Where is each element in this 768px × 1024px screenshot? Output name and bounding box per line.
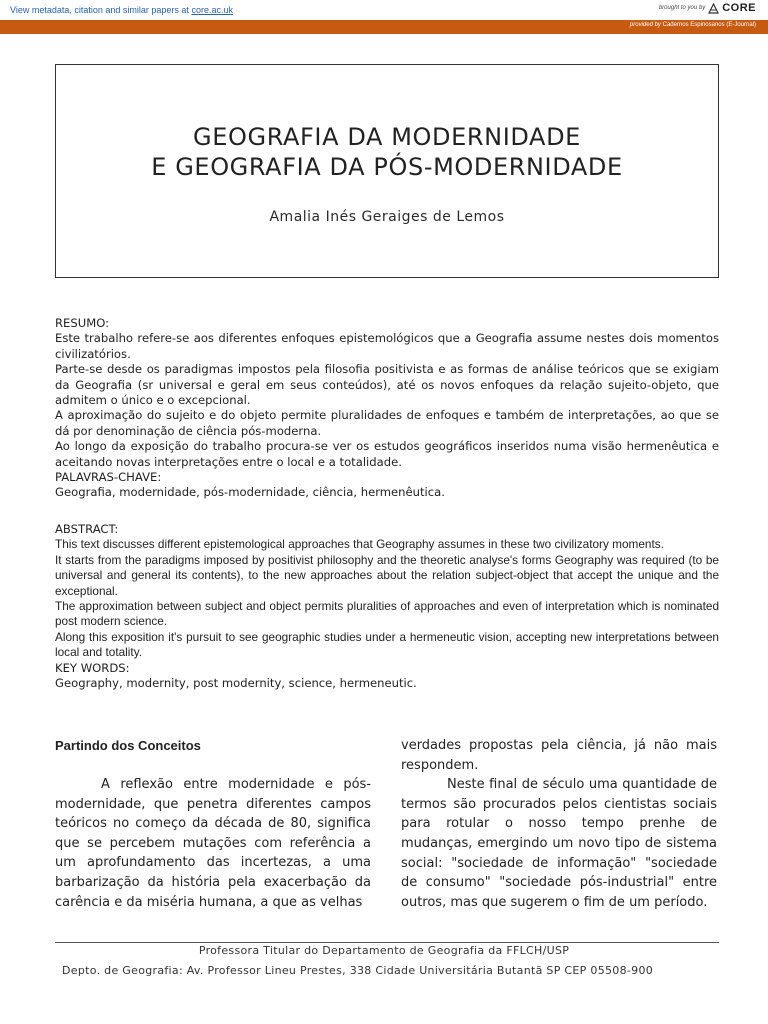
core-link-site[interactable]: core.ac.uk <box>191 5 233 15</box>
body-paragraph-continuation: verdades propostas pela ciência, já não mais respondem. <box>401 738 717 773</box>
abstract-heading: ABSTRACT: <box>55 522 119 536</box>
core-link-prefix: View metadata, citation and similar papers at <box>10 5 192 15</box>
section-heading: Partindo dos Conceitos <box>55 738 201 753</box>
provided-source[interactable]: Cadernos Espinosanos (E-Journal) <box>662 22 756 28</box>
body-paragraph: A reflexão entre modernidade e pós-modernidade, que penetra diferentes campos teóricos no começo da década de 80, significa que se percebem mutações com referência a um aprofundamento das incertezas, a uma barbarização da história pela exacerbação da carência e da miséria humana, a que as velhas <box>55 777 371 910</box>
palavras-chave-heading: PALAVRAS-CHAVE: <box>55 470 162 485</box>
footer-address: Depto. de Geografia: Av. Professor Lineu Prestes, 338 Cidade Universitária Butantã SP CEP 05508-900 <box>62 964 654 977</box>
core-provider-bar <box>0 20 768 34</box>
key-words-heading: KEY WORDS: <box>55 660 130 675</box>
provided-by-label: provided by <box>629 22 661 28</box>
core-header <box>0 0 768 21</box>
core-brought-by[interactable] <box>659 2 756 14</box>
abstract-paragraph: Along this exposition it's pursuit to see geographic studies under a hermeneutic vision, accepting new interpretations between local and totality. <box>55 629 719 660</box>
brought-by-label: brought to you by <box>658 5 706 11</box>
core-logo-text: CORE <box>722 2 756 14</box>
key-words: Geography, modernity, post modernity, science, hermeneutic. <box>55 676 417 691</box>
resumo-heading: RESUMO: <box>55 316 110 330</box>
abstract-paragraph: The approximation between subject and object permits pluralities of approaches and even of interpretation which is nominated post modern science. <box>55 599 719 629</box>
abstract-section <box>55 522 719 691</box>
body-column-left <box>55 736 371 912</box>
body-paragraph: Neste final de século uma quantidade de termos são procurados pelos cientistas sociais para rotular o nosso tempo prenhe de mudanças, emergindo um novo tipo de sistema social: "sociedade de informação" "sociedade de consumo" "sociedade pós-industrial" entre outros, mas que sugerem o fim de um período. <box>401 777 717 910</box>
resumo-paragraph: Este trabalho refere-se aos diferentes enfoques epistemológicos que a Geografia assume nestes dois momentos civilizatórios. <box>55 331 719 361</box>
footer-divider <box>55 942 719 943</box>
body-column-right <box>401 736 717 912</box>
footer-affiliation: Professora Titular do Departamento de Geografia da FFLCH/USP <box>198 944 570 957</box>
palavras-chave: Geografia, modernidade, pós-modernidade, ciência, hermenêutica. <box>55 485 445 500</box>
resumo-paragraph: Parte-se desde os paradigmas impostos pela filosofia positivista e as formas de análise teóricos que se exigiam da Geografia (sr universal e geral em seus conteúdos), até os novos enfoques da relação sujeito-objeto, que admitem o único e o excepcional. <box>55 362 719 408</box>
title-box <box>55 64 719 278</box>
abstract-paragraph: This text discusses different epistemological approaches that Geography assumes in these two civilizatory moments. <box>55 537 664 552</box>
title-line-1: GEOGRAFIA DA MODERNIDADE <box>193 123 581 151</box>
core-provided-by[interactable] <box>630 22 756 28</box>
resumo-section <box>55 316 719 501</box>
core-logo-icon <box>708 3 719 14</box>
core-metadata-link[interactable] <box>10 5 233 15</box>
abstract-paragraph: It starts from the paradigms imposed by positivist philosophy and the theoretic analyse's forms Geography was required (to be universal and general its contents), to the new approaches about the relation subject-object that accept the unique and the exceptional. <box>55 552 719 598</box>
author-name: Amalia Inés Geraiges de Lemos <box>269 209 505 225</box>
resumo-paragraph: A aproximação do sujeito e do objeto permite pluralidades de enfoques e também de interpretações, ao que se dá por denominação de ciência pós-moderna. <box>55 408 719 438</box>
title-line-2: E GEOGRAFIA DA PÓS-MODERNIDADE <box>151 153 623 181</box>
resumo-paragraph: Ao longo da exposição do trabalho procura-se ver os estudos geográficos inseridos numa visão hermenêutica e aceitando novas interpretações entre o local e a totalidade. <box>55 439 719 469</box>
